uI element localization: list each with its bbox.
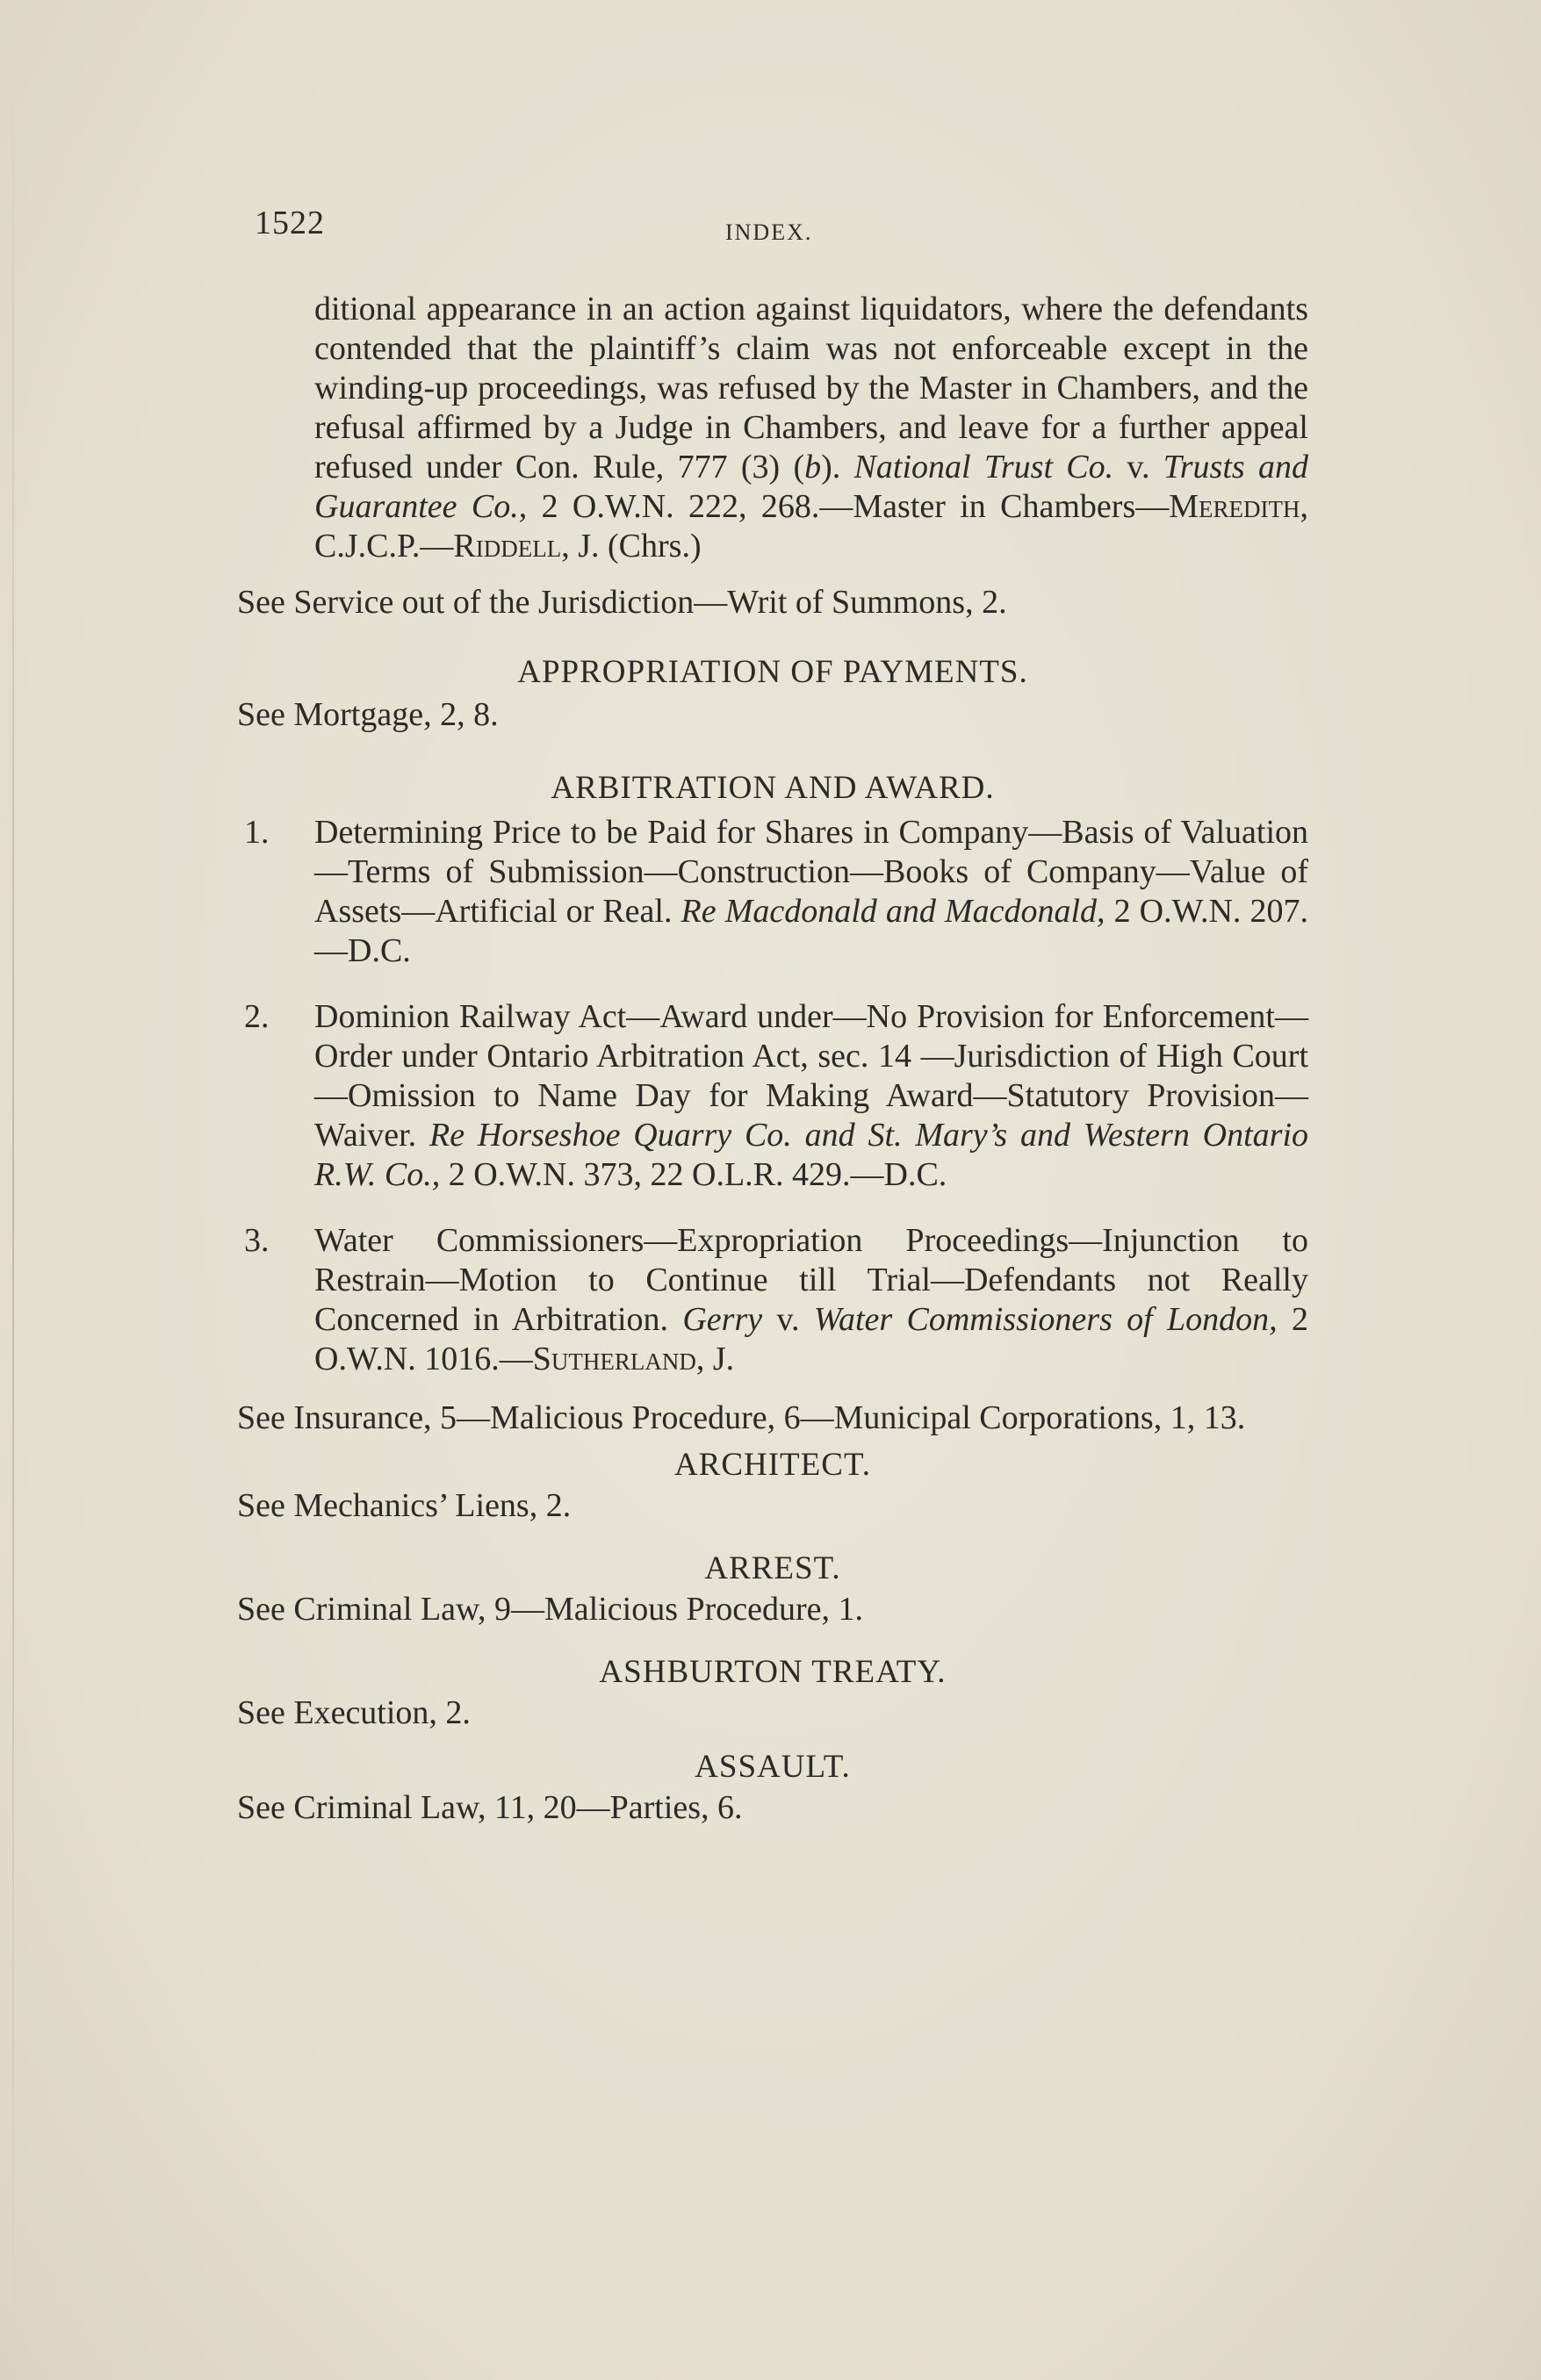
see-reference-assault: See Criminal Law, 11, 20—Parties, 6. bbox=[237, 1789, 743, 1826]
heading-arrest: ARREST. bbox=[704, 1550, 841, 1586]
heading-appropriation: APPROPRIATION OF PAYMENTS. bbox=[517, 654, 1028, 690]
heading-assault: ASSAULT. bbox=[695, 1749, 851, 1785]
entry-number: 1. bbox=[244, 814, 270, 851]
arbitration-entry-1: 1. Determining Price to be Paid for Shares in Company—Basis of Valuation—Terms of Submission—Construction—Books of Company—Value of Assets—Artificial or Real. Re Macdonald and Macdonald, 2 O.W.N. 207.—D.C. bbox=[244, 814, 1308, 969]
index-content bbox=[237, 290, 1308, 1828]
arbitration-entry-2: 2. Dominion Railway Act—Award under—No Provision for Enforcement—Order under Ontario Arbitration Act, sec. 14 —Jurisdiction of High Court—Omission to Name Day for Making Award—Statutory Provision—Waiver. Re Horseshoe Quarry Co. and St. Mary’s and Western Ontario R.W. Co., 2 O.W.N. 373, 22 O.L.R. 429.—D.C. bbox=[244, 998, 1309, 1193]
heading-ashburton: ASHBURTON TREATY. bbox=[599, 1654, 947, 1690]
entry-number: 2. bbox=[244, 998, 270, 1035]
see-reference-ashburton: See Execution, 2. bbox=[237, 1694, 471, 1731]
entry-number: 3. bbox=[244, 1222, 270, 1259]
see-reference-appropriation: See Mortgage, 2, 8. bbox=[237, 696, 499, 733]
see-reference-arrest: See Criminal Law, 9—Malicious Procedure, 1. bbox=[237, 1591, 864, 1628]
heading-arbitration: ARBITRATION AND AWARD. bbox=[551, 770, 995, 806]
see-reference-architect: See Mechanics’ Liens, 2. bbox=[237, 1487, 572, 1524]
binding-edge bbox=[12, 53, 14, 2335]
running-head: INDEX. bbox=[725, 219, 813, 245]
continued-entry: ditional appearance in an action against liquidators, where the defendants contended that the plaintiff’s claim was not enforceable except in the winding-up proceedings, was refused by the Master in Chambers, and the refusal affirmed by a Judge in Chambers, and leave for a further appeal refused under Con. Rule, 777 (3) (b). National Trust Co. v. Trusts and Guarantee Co., 2 O.W.N. 222, 268.—Master in Chambers—Meredith, C.J.C.P.—Riddell, J. (Chrs.) bbox=[314, 291, 1308, 564]
page-number: 1522 bbox=[255, 205, 325, 241]
see-reference-service: See Service out of the Jurisdiction—Writ of Summons, 2. bbox=[237, 584, 1007, 621]
arbitration-entry-3: 3. Water Commissioners—Expropriation Proceedings—Injunction to Restrain—Motion to Continue till Trial—Defendants not Really Concerned in Arbitration. Gerry v. Water Commissioners of London, 2 O.W.N. 1016.—Sutherland, J. bbox=[244, 1222, 1309, 1377]
heading-architect: ARCHITECT. bbox=[673, 1447, 872, 1483]
see-reference-arbitration: See Insurance, 5—Malicious Procedure, 6—Municipal Corporations, 1, 13. bbox=[237, 1399, 1246, 1436]
